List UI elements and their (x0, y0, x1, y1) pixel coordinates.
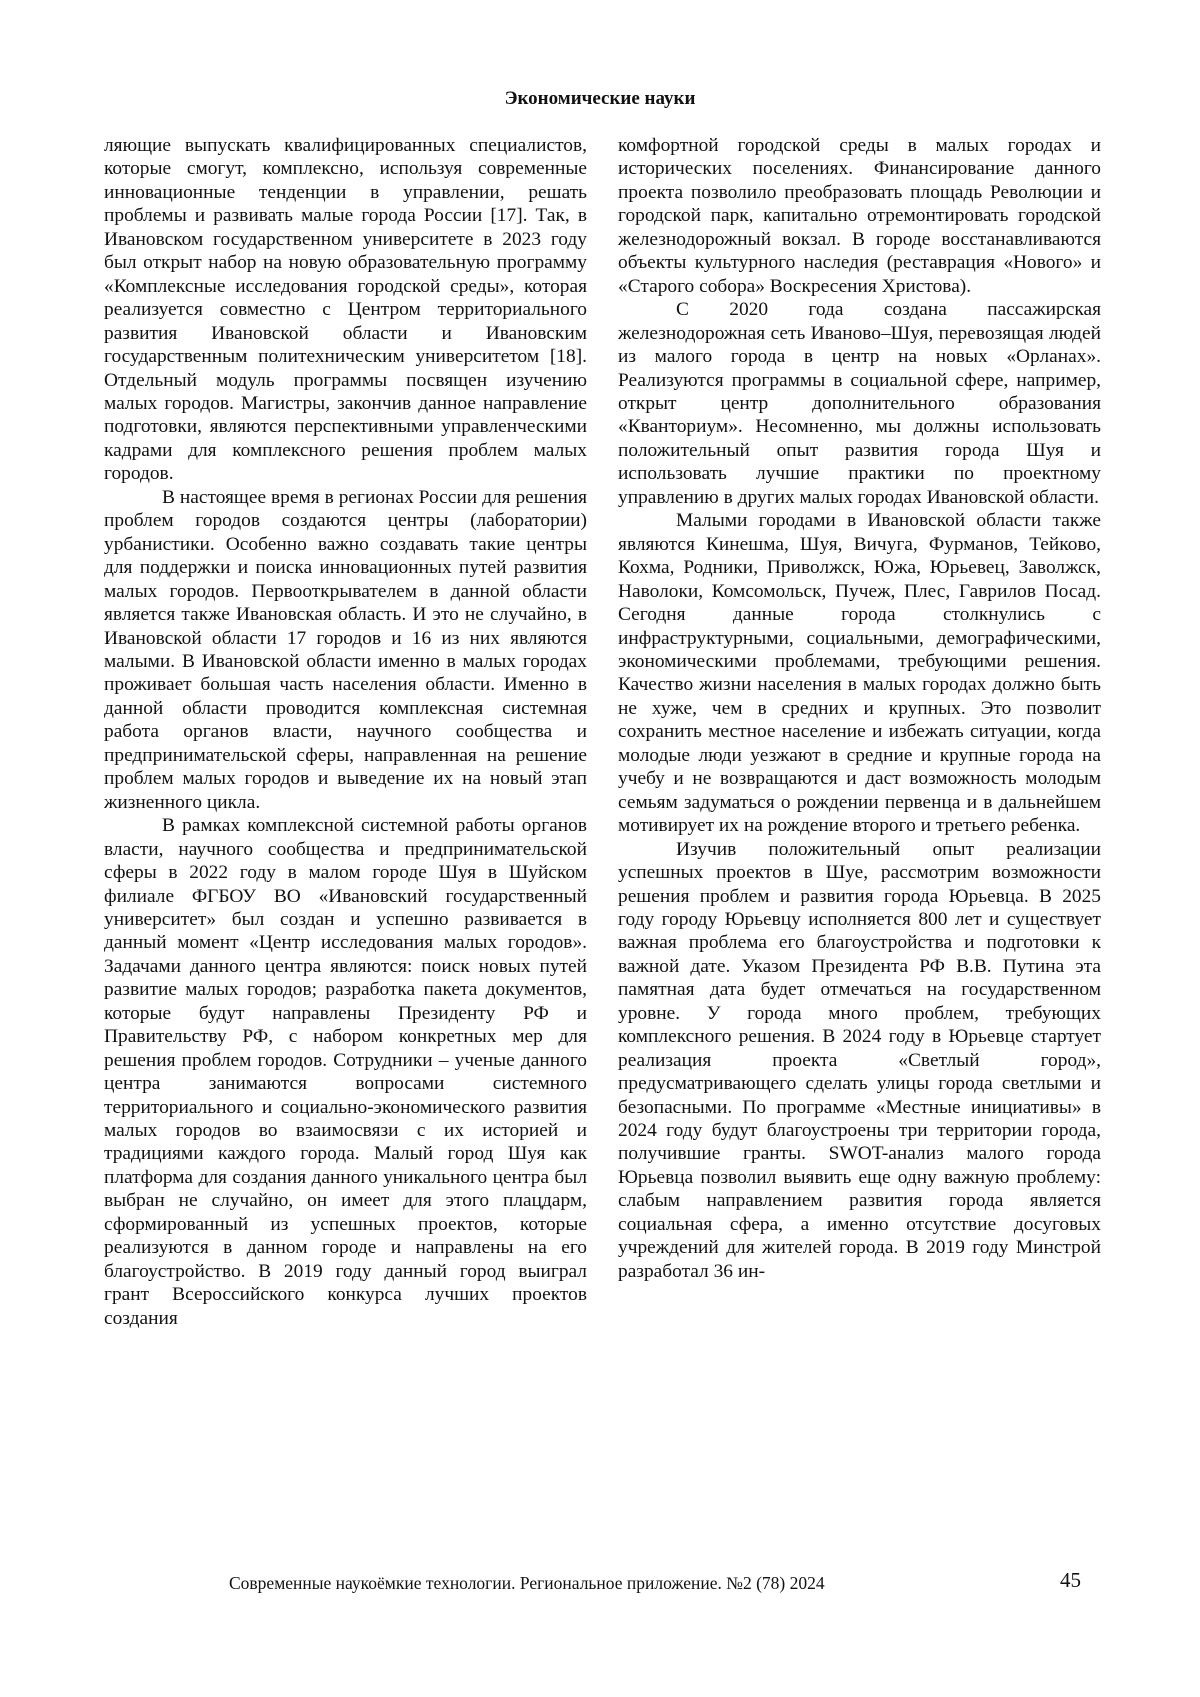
right-paragraph-3: Малыми городами в Ивановской области также являются Кинешма, Шуя, Вичуга, Фурманов, Тейково, Кохма, Родники, Приволжск, Южа, Юрьевец, Заволжск, Наволоки, Комсомольск, Пучеж, Плес, Гаврилов Посад. Сегодня данные города столкнулись с инфраструктурными, социальными, демографическими, экономическими проблемами, требующими решения. Качество жизни населения в малых городах должно быть не хуже, чем в средних и крупных. Это позволит сохранить местное население и избежать ситуации, когда молодые люди уезжают в средние и крупные города на учебу и не возвращаются и даст возможность молодым семьям задуматься о рождении первенца и в дальнейшем мотивирует их на рождение второго и третьего ребенка. (618, 510, 1101, 837)
left-paragraph-1: ляющие выпускать квалифицированных специалистов, которые смогут, комплексно, используя современные инновационные тенденции в управлении, решать проблемы и развивать малые города России [17]. Так, в Ивановском государственном университете в 2023 году был открыт набор на новую образовательную программу «Комплексные исследования городской среды», которая реализуется совместно с Центром территориального развития Ивановской области и Ивановским государственным политехническим университетом [18]. Отдельный модуль программы посвящен изучению малых городов. Магистры, закончив данное направление подготовки, являются перспективными управленческими кадрами для комплексного решения проблем малых городов. (104, 135, 587, 485)
left-paragraph-2: В настоящее время в регионах России для решения проблем городов создаются центры (лаборатории) урбанистики. Особенно важно создавать такие центры для поддержки и поиска инновационных путей развития малых городов. Первооткрывателем в данной области является также Ивановская область. И это не случайно, в Ивановской области 17 городов и 16 из них являются малыми. В Ивановской области именно в малых городах проживает большая часть населения области. Именно в данной области проводится комплексная системная работа органов власти, научного сообщества и предпринимательской сферы, направленная на решение проблем малых городов и выведение их на новый этап жизненного цикла. (104, 486, 587, 813)
journal-title: Современные наукоёмкие технологии. Региональное приложение. №2 (78) 2024 (229, 1573, 825, 1593)
right-column (618, 134, 1101, 1283)
right-paragraph-1: комфортной городской среды в малых городах и исторических поселениях. Финансирование данного проекта позволило преобразовать площадь Революции и городской парк, капитально отремонтировать городской железнодорожный вокзал. В городе восстанавливаются объекты культурного наследия (реставрация «Нового» и «Старого собора» Воскресения Христова). (618, 135, 1101, 297)
right-paragraph-2: С 2020 года создана пассажирская железнодорожная сеть Иваново–Шуя, перевозящая людей из малого города в центр на новых «Орланах». Реализуются программы в социальной сфере, например, открыт центр дополнительного образования «Кванториум». Несомненно, мы должны использовать положительный опыт развития города Шуя и использовать лучшие практики по проектному управлению в других малых городах Ивановской области. (618, 299, 1101, 508)
page-number: 45 (1060, 1568, 1081, 1592)
left-column (104, 134, 587, 1330)
section-header: Экономические науки (504, 88, 696, 109)
right-paragraph-4: Изучив положительный опыт реализации успешных проектов в Шуе, рассмотрим возможности решения проблем и развития города Юрьевца. В 2025 году городу Юрьевцу исполняется 800 лет и существует важная проблема его благоустройства и подготовки к важной дате. Указом Президента РФ В.В. Путина эта памятная дата будет отмечаться на государственном уровне. У города много проблем, требующих комплексного решения. В 2024 году в Юрьевце стартует реализация проекта «Светлый город», предусматривающего сделать улицы города светлыми и безопасными. По программе «Местные инициативы» в 2024 году будут благоустроены три территории города, получившие гранты. SWOT-анализ малого города Юрьевца позволил выявить еще одну важную проблему: слабым направлением развития города является социальная сфера, а именно отсутствие досуговых учреждений для жителей города. В 2019 году Минстрой разработал 36 ин- (618, 838, 1101, 1282)
left-paragraph-3: В рамках комплексной системной работы органов власти, научного сообщества и предпринимательской сферы в 2022 году в малом городе Шуя в Шуйском филиале ФГБОУ ВО «Ивановский государственный университет» был создан и успешно развивается в данный момент «Центр исследования малых городов». Задачами данного центра являются: поиск новых путей развитие малых городов; разработка пакета документов, которые будут направлены Президенту РФ и Правительству РФ, с набором конкретных мер для решения проблем городов. Сотрудники – ученые данного центра занимаются вопросами системного территориального и социально-экономического развития малых городов во взаимосвязи с их историей и традициями каждого города. Малый город Шуя как платформа для создания данного уникального центра был выбран не случайно, он имеет для этого плацдарм, сформированный из успешных проектов, которые реализуются в данном городе и направлены на его благоустройство. В 2019 году данный город выиграл грант Всероссийского конкурса лучших проектов создания (104, 815, 587, 1329)
